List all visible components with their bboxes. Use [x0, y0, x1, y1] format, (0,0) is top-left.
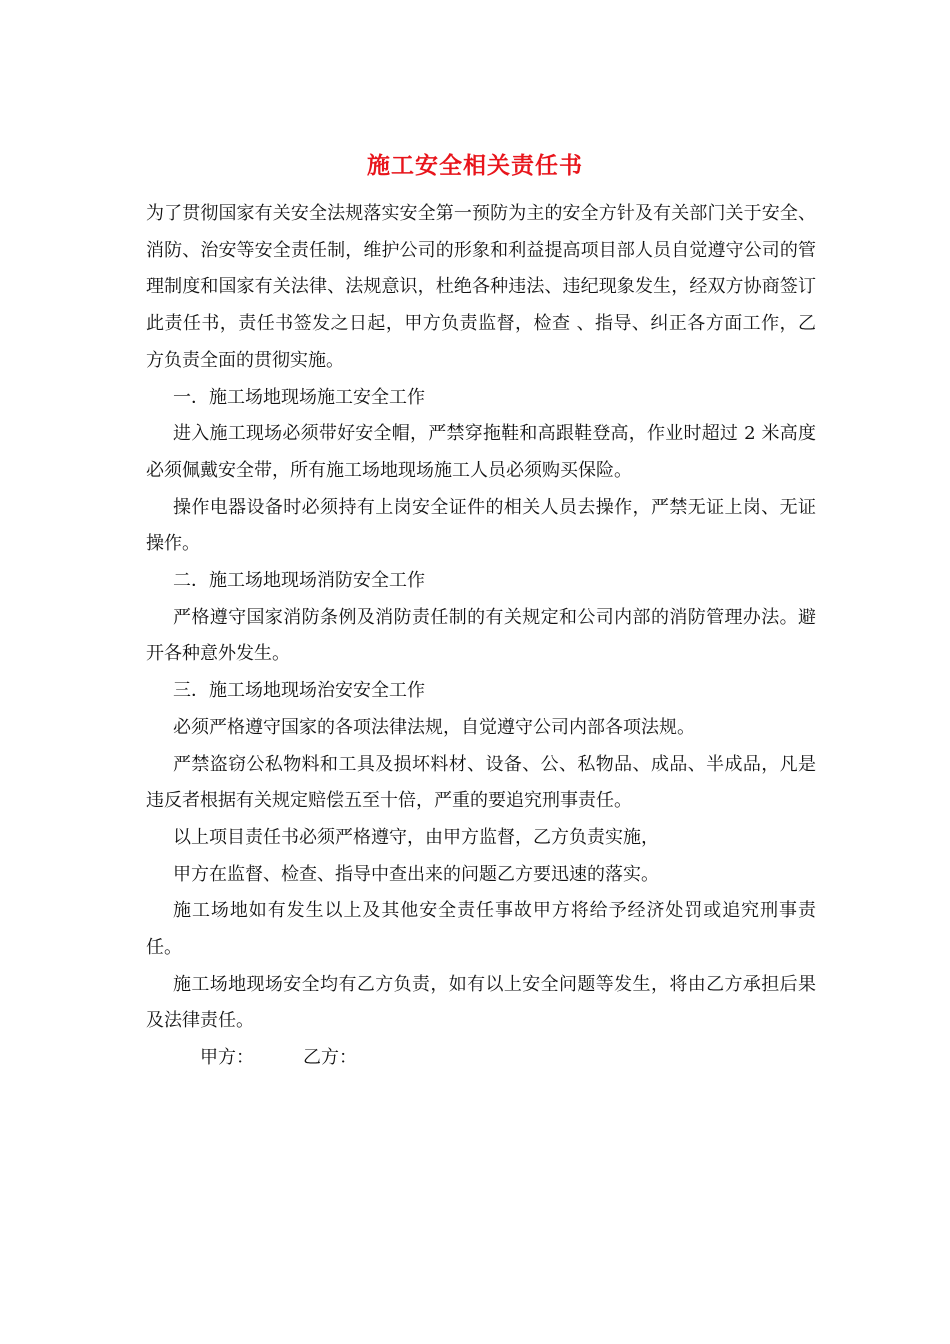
section-heading-2: 二．施工场地现场消防安全工作	[173, 570, 425, 592]
paragraph: 甲方在监督、检查、指导中查出来的问题乙方要迅速的落实。	[173, 863, 659, 885]
document-title: 施工安全相关责任书	[367, 152, 583, 179]
paragraph: 必须严格遵守国家的各项法律法规，自觉遵守公司内部各项法规。	[173, 716, 695, 738]
paragraph: 施工场地如有发生以上及其他安全责任事故甲方将给予经济处罚或追究刑事责任。	[146, 900, 816, 959]
paragraph: 进入施工现场必须带好安全帽，严禁穿拖鞋和高跟鞋登高，作业时超过 2 米高度必须佩戴安全带，所有施工场地现场施工人员必须购买保险。	[146, 423, 816, 481]
document-body	[146, 196, 816, 1077]
signature-line	[146, 1040, 816, 1077]
party-a-label: 甲方：	[200, 1047, 254, 1069]
paragraph: 严格遵守国家消防条例及消防责任制的有关规定和公司内部的消防管理办法。避开各种意外发生。	[146, 606, 816, 665]
paragraph-intro: 为了贯彻国家有关安全法规落实安全第一预防为主的安全方针及有关部门关于安全、消防、治安等安全责任制，维护公司的形象和利益提高项目部人员自觉遵守公司的管理制度和国家有关法律、法规意识，杜绝各种违法、违纪现象发生，经双方协商签订此责任书，责任书签发之日起，甲方负责监督，检查 、指导、纠正各方面工作，乙方负责全面的贯彻实施。	[146, 203, 816, 371]
paragraph: 施工场地现场安全均有乙方负责，如有以上安全问题等发生，将由乙方承担后果及法律责任。	[146, 973, 816, 1032]
section-heading-1: 一．施工场地现场施工安全工作	[173, 386, 425, 408]
paragraph: 以上项目责任书必须严格遵守，由甲方监督，乙方负责实施，	[173, 826, 659, 848]
section-heading-3: 三．施工场地现场治安安全工作	[173, 680, 425, 702]
paragraph: 严禁盗窃公私物料和工具及损坏料材、设备、公、私物品、成品、半成品，凡是违反者根据有关规定赔偿五至十倍，严重的要追究刑事责任。	[146, 753, 816, 812]
paragraph: 操作电器设备时必须持有上岗安全证件的相关人员去操作，严禁无证上岗、无证操作。	[146, 496, 816, 555]
party-b-label: 乙方：	[303, 1047, 357, 1069]
